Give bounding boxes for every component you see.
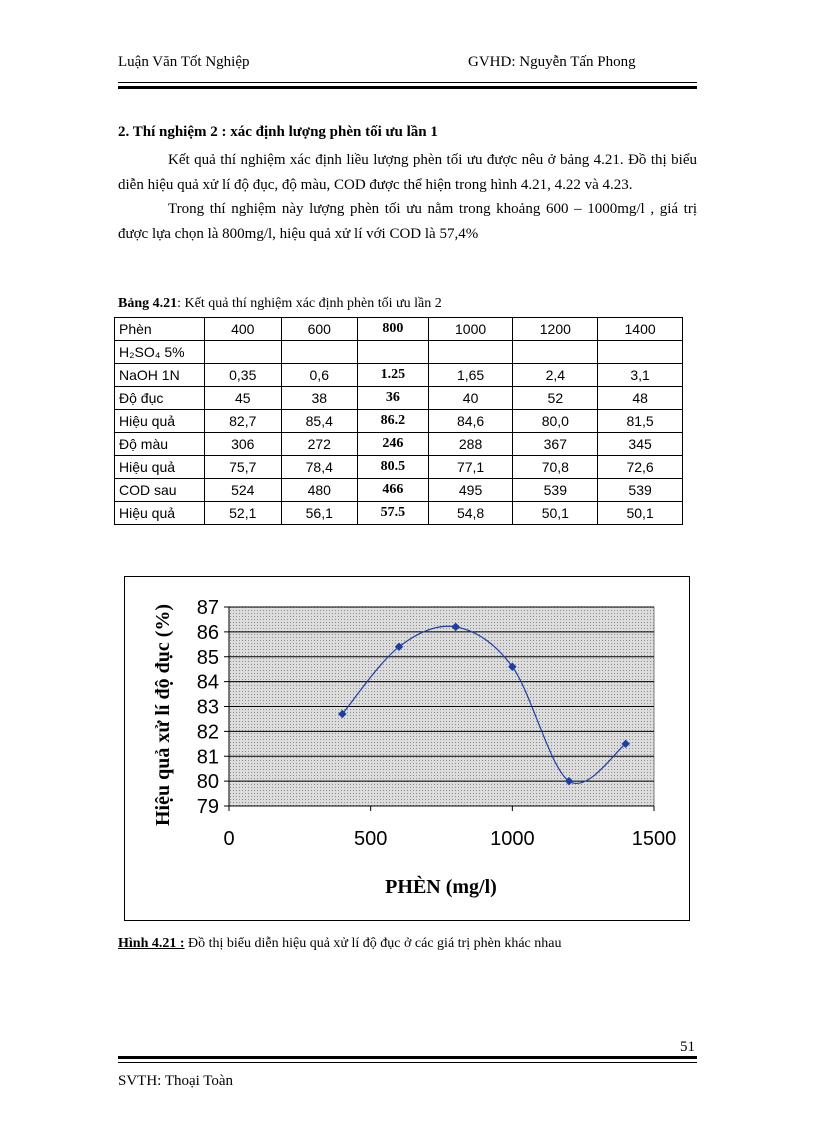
footer-rule-thin — [118, 1062, 697, 1063]
table-cell: 345 — [598, 433, 683, 456]
table-cell: 1400 — [598, 318, 683, 341]
turbidity-chart — [125, 577, 689, 920]
table-cell: 288 — [428, 433, 513, 456]
table-cell: 466 — [358, 479, 429, 502]
table-cell: 48 — [598, 387, 683, 410]
row-label: Hiệu quả — [115, 456, 205, 479]
chart-frame — [124, 576, 690, 921]
results-table — [114, 317, 683, 525]
y-tick-label: 83 — [196, 696, 219, 719]
paragraph-1: Kết quả thí nghiệm xác định liều lượng phèn tối ưu được nêu ở bảng 4.21. Đồ thị biểu diễn hiệu quả xử lí độ đục, độ màu, COD được thể hiện trong hình 4.21, 4.22 và 4.23. — [118, 152, 697, 193]
table-cell: 400 — [205, 318, 282, 341]
table-cell: 1,65 — [428, 364, 513, 387]
table-caption-text: : Kết quả thí nghiệm xác định phèn tối ưu lần 2 — [177, 296, 442, 311]
table-cell: 495 — [428, 479, 513, 502]
table-cell: 45 — [205, 387, 282, 410]
row-label: Hiệu quả — [115, 502, 205, 525]
y-axis-label: Hiệu quả xử lí độ đục (%) — [152, 603, 174, 827]
row-label: Phèn — [115, 318, 205, 341]
table-cell: 82,7 — [205, 410, 282, 433]
table-row — [115, 410, 683, 433]
table-cell: 0,6 — [281, 364, 358, 387]
table-cell: 246 — [358, 433, 429, 456]
table-cell: 54,8 — [428, 502, 513, 525]
table-row — [115, 433, 683, 456]
table-cell: 1.25 — [358, 364, 429, 387]
table-cell: 1200 — [513, 318, 598, 341]
table-cell: 36 — [358, 387, 429, 410]
page-number: 51 — [680, 1039, 695, 1055]
table-cell — [428, 341, 513, 364]
table-cell: 2,4 — [513, 364, 598, 387]
y-tick-label: 84 — [196, 671, 219, 694]
x-tick-label: 0 — [223, 828, 235, 850]
table-cell: 85,4 — [281, 410, 358, 433]
y-tick-label: 87 — [196, 597, 219, 619]
table-cell: 272 — [281, 433, 358, 456]
x-axis-label: PHÈN (mg/l) — [385, 876, 497, 898]
table-cell: 81,5 — [598, 410, 683, 433]
table-row — [115, 456, 683, 479]
table-cell: 77,1 — [428, 456, 513, 479]
table-cell — [281, 341, 358, 364]
table-cell — [598, 341, 683, 364]
table-row — [115, 502, 683, 525]
table-cell: 70,8 — [513, 456, 598, 479]
y-tick-label: 79 — [196, 796, 219, 818]
table-row — [115, 479, 683, 502]
row-label: Độ đục — [115, 387, 205, 410]
table-caption-label: Bảng 4.21 — [118, 296, 178, 311]
row-label: NaOH 1N — [115, 364, 205, 387]
x-tick-label: 1000 — [490, 828, 535, 850]
table-cell: 539 — [598, 479, 683, 502]
table-cell: 1000 — [428, 318, 513, 341]
section-title: 2. Thí nghiệm 2 : xác định lượng phèn tối ưu lần 1 — [118, 124, 438, 140]
table-cell: 80.5 — [358, 456, 429, 479]
table-cell — [358, 341, 429, 364]
table-cell: 40 — [428, 387, 513, 410]
table-cell: 78,4 — [281, 456, 358, 479]
table-cell: 75,7 — [205, 456, 282, 479]
table-cell: 539 — [513, 479, 598, 502]
body-text — [118, 148, 697, 246]
table-cell: 524 — [205, 479, 282, 502]
table-cell: 57.5 — [358, 502, 429, 525]
table-cell: 38 — [281, 387, 358, 410]
y-tick-label: 82 — [196, 721, 219, 744]
table-cell: 306 — [205, 433, 282, 456]
footer-author: SVTH: Thoại Toàn — [118, 1073, 234, 1089]
table-cell: 50,1 — [513, 502, 598, 525]
table-cell: 80,0 — [513, 410, 598, 433]
table-row — [115, 387, 683, 410]
table-cell: 52,1 — [205, 502, 282, 525]
y-tick-label: 86 — [196, 621, 219, 644]
table-cell: 50,1 — [598, 502, 683, 525]
paragraph-2: Trong thí nghiệm này lượng phèn tối ưu nằm trong khoảng 600 – 1000mg/l , giá trị được lựa chọn là 800mg/l, hiệu quả xử lí với COD là 57,4% — [118, 201, 697, 242]
page-header — [118, 54, 694, 74]
table-cell: 367 — [513, 433, 598, 456]
table-cell — [205, 341, 282, 364]
x-tick-label: 500 — [353, 828, 388, 850]
table-cell: 3,1 — [598, 364, 683, 387]
table-cell: 52 — [513, 387, 598, 410]
y-tick-label: 80 — [196, 771, 219, 794]
table-caption — [118, 296, 442, 312]
table-cell: 0,35 — [205, 364, 282, 387]
table-cell: 56,1 — [281, 502, 358, 525]
y-tick-label: 85 — [196, 646, 219, 669]
table-cell: 480 — [281, 479, 358, 502]
x-tick-label: 1500 — [631, 828, 677, 850]
header-rule-thin — [118, 82, 697, 83]
header-rule-thick — [118, 86, 697, 89]
figure-caption — [118, 936, 561, 952]
table-row — [115, 364, 683, 387]
table-cell: 600 — [281, 318, 358, 341]
row-label: Hiệu quả — [115, 410, 205, 433]
row-label: Độ màu — [115, 433, 205, 456]
header-advisor: GVHD: Nguyễn Tấn Phong — [468, 54, 636, 70]
footer-rule-thick — [118, 1056, 697, 1059]
figure-caption-label: Hình 4.21 : — [118, 936, 185, 951]
y-tick-label: 81 — [196, 746, 219, 769]
table-cell: 800 — [358, 318, 429, 341]
row-label: COD sau — [115, 479, 205, 502]
table-row — [115, 318, 683, 341]
table-cell: 72,6 — [598, 456, 683, 479]
header-thesis-title: Luận Văn Tốt Nghiệp — [118, 54, 250, 70]
table-cell: 86.2 — [358, 410, 429, 433]
figure-caption-text: Đồ thị biểu diễn hiệu quả xử lí độ đục ở các giá trị phèn khác nhau — [188, 936, 562, 951]
table-cell: 84,6 — [428, 410, 513, 433]
table-cell — [513, 341, 598, 364]
row-label: H₂SO₄ 5% — [115, 341, 205, 364]
table-row — [115, 341, 683, 364]
